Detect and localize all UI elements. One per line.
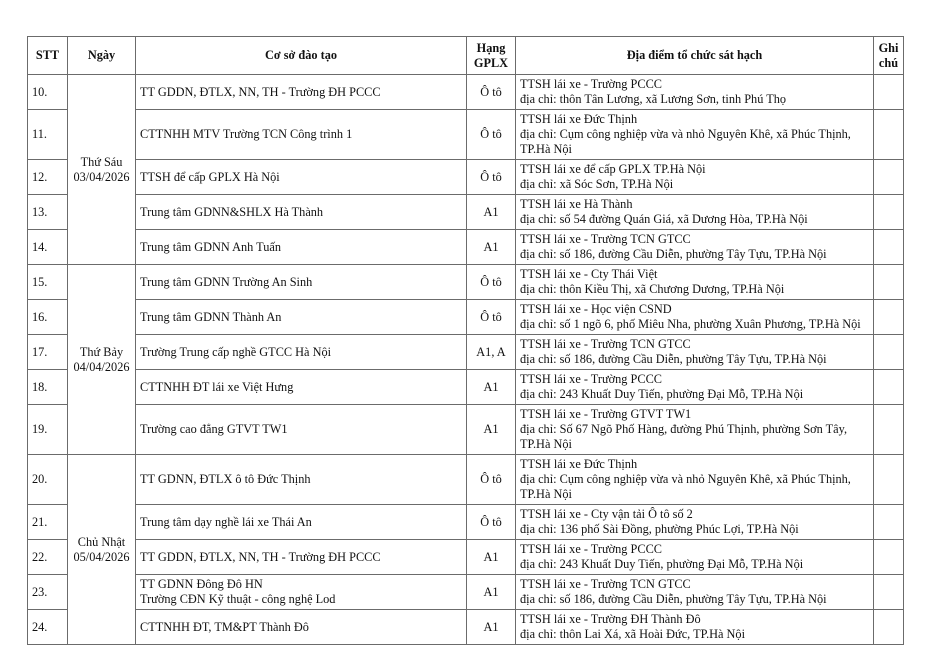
cell-venue — [516, 75, 874, 110]
cell-note — [874, 160, 904, 195]
cell-stt: 13. — [28, 195, 68, 230]
cell-stt: 12. — [28, 160, 68, 195]
organization-line: Trường cao đẳng GTVT TW1 — [140, 422, 288, 436]
table-row — [28, 540, 904, 575]
venue-line: TTSH lái xe - Trường ĐH Thành Đô — [520, 612, 701, 626]
cell-organization — [136, 300, 467, 335]
cell-venue — [516, 455, 874, 505]
date-weekday: Chủ Nhật — [77, 534, 126, 549]
cell-note — [874, 335, 904, 370]
cell-venue — [516, 610, 874, 645]
organization-line: Trung tâm GDNN Thành An — [140, 309, 282, 324]
organization-line: TT GDNN, ĐTLX ô tô Đức Thịnh — [140, 472, 311, 486]
cell-venue — [516, 110, 874, 160]
table-row — [28, 405, 904, 455]
cell-note — [874, 230, 904, 265]
cell-venue — [516, 335, 874, 370]
venue-line: địa chỉ: Cụm công nghiệp vừa và nhỏ Nguyên Khê, xã Phúc Thịnh, TP.Hà Nội — [520, 472, 851, 501]
schedule-table-container — [27, 36, 903, 645]
venue-line: TTSH lái xe - Cty Thái Việt — [520, 267, 658, 281]
cell-license-class: A1 — [467, 405, 516, 455]
table-row — [28, 335, 904, 370]
table-body — [28, 75, 904, 645]
organization-line: CTTNHH ĐT, TM&PT Thành Đô — [140, 619, 309, 634]
cell-date — [68, 265, 136, 455]
cell-venue — [516, 505, 874, 540]
license-class-line-2: GPLX — [473, 55, 509, 70]
column-header-license-class — [467, 37, 516, 75]
venue-line: địa chỉ: thôn Kiều Thị, xã Chương Dương, TP.Hà Nội — [520, 282, 785, 296]
cell-venue — [516, 370, 874, 405]
column-header-note — [874, 37, 904, 75]
header-row — [28, 37, 904, 75]
cell-stt: 16. — [28, 300, 68, 335]
cell-organization — [136, 160, 467, 195]
venue-line: địa chỉ: số 54 đường Quán Giá, xã Dương Hòa, TP.Hà Nội — [520, 212, 808, 226]
venue-line: TTSH lái xe - Trường PCCC — [520, 77, 662, 91]
organization-line: CTTNHH ĐT lái xe Việt Hưng — [140, 379, 294, 394]
cell-note — [874, 265, 904, 300]
cell-organization — [136, 610, 467, 645]
cell-license-class: Ô tô — [467, 505, 516, 540]
table-row — [28, 110, 904, 160]
cell-license-class: A1 — [467, 540, 516, 575]
venue-line: TTSH lái xe - Trường PCCC — [520, 542, 662, 556]
cell-venue — [516, 160, 874, 195]
cell-organization — [136, 575, 467, 610]
cell-note — [874, 370, 904, 405]
cell-stt: 18. — [28, 370, 68, 405]
venue-line: địa chỉ: số 186, đường Cầu Diễn, phường Tây Tựu, TP.Hà Nội — [520, 247, 827, 261]
date-value: 05/04/2026 — [73, 549, 130, 564]
cell-venue — [516, 195, 874, 230]
cell-note — [874, 300, 904, 335]
organization-line: Trung tâm GDNN Anh Tuấn — [140, 239, 281, 254]
cell-venue — [516, 300, 874, 335]
cell-stt: 19. — [28, 405, 68, 455]
column-header-venue: Địa điểm tổ chức sát hạch — [516, 37, 874, 75]
cell-organization — [136, 455, 467, 505]
cell-organization — [136, 540, 467, 575]
date-value: 03/04/2026 — [73, 169, 130, 184]
date-weekday: Thứ Sáu — [80, 154, 123, 169]
cell-venue — [516, 230, 874, 265]
cell-organization — [136, 405, 467, 455]
cell-organization — [136, 195, 467, 230]
cell-license-class: A1 — [467, 575, 516, 610]
cell-license-class: A1 — [467, 610, 516, 645]
venue-line: TTSH lái xe - Trường TCN GTCC — [520, 337, 691, 351]
organization-line: Trường Trung cấp nghề GTCC Hà Nội — [140, 344, 332, 359]
cell-note — [874, 195, 904, 230]
venue-line: địa chỉ: thôn Lai Xá, xã Hoài Đức, TP.Hà Nội — [520, 627, 746, 641]
organization-line: Trung tâm GDNN Trường An Sinh — [140, 274, 313, 289]
table-row — [28, 505, 904, 540]
venue-line: địa chỉ: số 1 ngõ 6, phố Miêu Nha, phường Xuân Phương, TP.Hà Nội — [520, 317, 861, 331]
cell-license-class: Ô tô — [467, 300, 516, 335]
venue-line: địa chỉ: thôn Tân Lương, xã Lương Sơn, tinh Phú Thọ — [520, 92, 787, 106]
organization-line: CTTNHH MTV Trường TCN Công trình 1 — [140, 127, 353, 141]
venue-line: TTSH lái xe - Cty vận tải Ô tô số 2 — [520, 507, 693, 521]
cell-organization — [136, 265, 467, 300]
cell-note — [874, 455, 904, 505]
cell-stt: 23. — [28, 575, 68, 610]
cell-stt: 11. — [28, 110, 68, 160]
table-row — [28, 230, 904, 265]
column-header-stt: STT — [28, 37, 68, 75]
cell-organization — [136, 505, 467, 540]
cell-license-class: Ô tô — [467, 160, 516, 195]
venue-line: địa chỉ: Số 67 Ngõ Phố Hàng, đường Phú Thịnh, phường Sơn Tây, TP.Hà Nội — [520, 422, 848, 451]
date-value: 04/04/2026 — [73, 359, 130, 374]
driving-test-schedule-table — [27, 36, 904, 645]
cell-license-class: Ô tô — [467, 75, 516, 110]
table-header — [28, 37, 904, 75]
organization-line: TT GDDN, ĐTLX, NN, TH - Trường ĐH PCCC — [140, 549, 381, 564]
venue-line: địa chỉ: số 186, đường Cầu Diễn, phường Tây Tựu, TP.Hà Nội — [520, 352, 827, 366]
column-header-organization: Cơ sở đào tạo — [136, 37, 467, 75]
cell-stt: 22. — [28, 540, 68, 575]
cell-license-class: A1 — [467, 370, 516, 405]
table-row — [28, 370, 904, 405]
cell-license-class: A1, A — [467, 335, 516, 370]
venue-line: TTSH lái xe Đức Thịnh — [520, 457, 638, 471]
cell-venue — [516, 405, 874, 455]
venue-line: TTSH lái xe - Trường TCN GTCC — [520, 577, 691, 591]
cell-date — [68, 75, 136, 265]
column-header-date: Ngày — [68, 37, 136, 75]
table-row — [28, 455, 904, 505]
organization-line: Trường CĐN Kỹ thuật - công nghệ Lod — [140, 592, 336, 606]
venue-line: TTSH lái xe để cấp GPLX TP.Hà Nội — [520, 162, 706, 176]
cell-stt: 21. — [28, 505, 68, 540]
cell-organization — [136, 230, 467, 265]
organization-line: TT GDNN Đông Đô HN — [140, 577, 263, 591]
venue-line: TTSH lái xe - Trường TCN GTCC — [520, 232, 691, 246]
cell-license-class: Ô tô — [467, 455, 516, 505]
cell-note — [874, 75, 904, 110]
table-row — [28, 575, 904, 610]
organization-line: TTSH để cấp GPLX Hà Nội — [140, 169, 280, 184]
organization-line: Trung tâm dạy nghề lái xe Thái An — [140, 514, 312, 529]
organization-line: TT GDDN, ĐTLX, NN, TH - Trường ĐH PCCC — [140, 84, 381, 99]
table-row — [28, 265, 904, 300]
note-line-2: chú — [878, 55, 899, 70]
venue-line: địa chỉ: 243 Khuất Duy Tiến, phường Đại Mỗ, TP.Hà Nội — [520, 387, 804, 401]
venue-line: địa chỉ: xã Sóc Sơn, TP.Hà Nội — [520, 177, 674, 191]
table-row — [28, 610, 904, 645]
table-row — [28, 195, 904, 230]
cell-license-class: A1 — [467, 230, 516, 265]
cell-license-class: A1 — [467, 195, 516, 230]
table-row — [28, 300, 904, 335]
cell-organization — [136, 370, 467, 405]
cell-note — [874, 610, 904, 645]
organization-line: Trung tâm GDNN&SHLX Hà Thành — [140, 204, 324, 219]
date-weekday: Thứ Bảy — [79, 344, 124, 359]
table-row — [28, 160, 904, 195]
table-row — [28, 75, 904, 110]
cell-stt: 20. — [28, 455, 68, 505]
cell-stt: 10. — [28, 75, 68, 110]
cell-license-class: Ô tô — [467, 265, 516, 300]
cell-note — [874, 110, 904, 160]
note-line-1: Ghi — [878, 41, 899, 55]
cell-venue — [516, 265, 874, 300]
cell-note — [874, 505, 904, 540]
cell-organization — [136, 75, 467, 110]
cell-venue — [516, 540, 874, 575]
cell-note — [874, 575, 904, 610]
venue-line: TTSH lái xe - Trường GTVT TW1 — [520, 407, 692, 421]
venue-line: địa chỉ: số 186, đường Cầu Diễn, phường Tây Tựu, TP.Hà Nội — [520, 592, 827, 606]
venue-line: TTSH lái xe Hà Thành — [520, 197, 633, 211]
cell-date — [68, 455, 136, 645]
cell-organization — [136, 335, 467, 370]
cell-note — [874, 540, 904, 575]
cell-note — [874, 405, 904, 455]
cell-license-class: Ô tô — [467, 110, 516, 160]
venue-line: địa chỉ: 243 Khuất Duy Tiến, phường Đại Mỗ, TP.Hà Nội — [520, 557, 804, 571]
cell-stt: 24. — [28, 610, 68, 645]
venue-line: địa chỉ: 136 phố Sài Đồng, phường Phúc Lợi, TP.Hà Nội — [520, 522, 799, 536]
cell-organization — [136, 110, 467, 160]
venue-line: địa chỉ: Cụm công nghiệp vừa và nhỏ Nguyên Khê, xã Phúc Thịnh, TP.Hà Nội — [520, 127, 851, 156]
venue-line: TTSH lái xe - Trường PCCC — [520, 372, 662, 386]
cell-stt: 14. — [28, 230, 68, 265]
license-class-line-1: Hạng — [476, 41, 506, 55]
venue-line: TTSH lái xe Đức Thịnh — [520, 112, 638, 126]
cell-stt: 15. — [28, 265, 68, 300]
cell-stt: 17. — [28, 335, 68, 370]
cell-venue — [516, 575, 874, 610]
venue-line: TTSH lái xe - Học viện CSND — [520, 302, 672, 316]
